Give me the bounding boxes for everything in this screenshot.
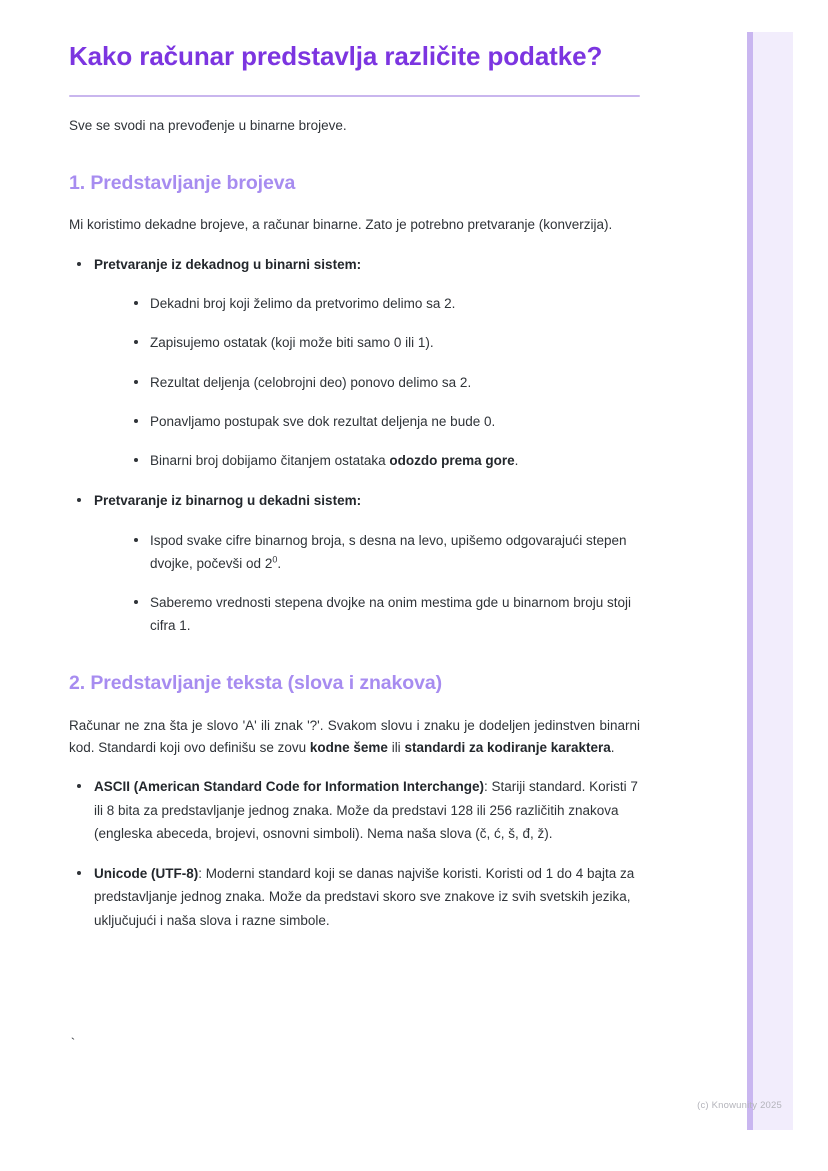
list-item: [127, 371, 640, 394]
section-1-list: [69, 253, 640, 637]
sub-bullet-text: Dekadni broj koji želimo da pretvorimo delimo sa 2.: [150, 296, 456, 312]
list-item: [69, 253, 640, 472]
section-2-paragraph: [69, 715, 640, 759]
sub-bullet-text-after: .: [514, 453, 519, 469]
section-1-sublist-2: [127, 529, 640, 638]
list-item: [69, 489, 640, 637]
footer-copyright: (c) Knowunity 2025: [697, 1100, 782, 1111]
bullet-definition: : Stariji standard. Koristi 7 ili 8 bita za predstavljanje jednog znaka. Može da predstavi 128 ili 256 različitih znakova (engleska abeceda, brojevi, osnovni simboli). Nema naša slova (č, ć, š, đ, ž).: [94, 779, 638, 841]
sub-bullet-text: Ponavljamo postupak sve dok rezultat deljenja ne bude 0.: [150, 413, 496, 429]
list-item: [127, 331, 640, 354]
paragraph-emphasis-1: kodne šeme: [309, 739, 388, 755]
list-item: [127, 529, 640, 575]
list-item: [69, 862, 640, 932]
sub-bullet-text: Zapisujemo ostatak (koji može biti samo 0 ili 1).: [150, 335, 434, 351]
list-item: [127, 292, 640, 315]
bullet-label: Pretvaranje iz binarnog u dekadni sistem:: [94, 493, 362, 509]
sub-bullet-text-before: Ispod svake cifre binarnog broja, s desna na levo, upišemo odgovarajući stepen dvojke, počevši od 2: [150, 532, 627, 571]
bullet-label: Pretvaranje iz dekadnog u binarni sistem:: [94, 256, 362, 272]
superscript-exponent: 0: [272, 554, 278, 565]
page-title: Kako računar predstavlja različite podatke?: [69, 41, 603, 71]
paragraph-part-2: ili: [387, 739, 405, 755]
bullet-definition: : Moderni standard koji se danas najviše koristi. Koristi od 1 do 4 bajta za predstavljanje jednog znaka. Može da predstavi skoro sve znakove iz svih svetskih jezika, uključujući i naša slova i razne simbole.: [94, 866, 635, 928]
right-side-panel: [747, 32, 793, 1130]
list-item: [127, 591, 640, 637]
sub-bullet-text: Rezultat deljenja (celobrojni deo) ponovo delimo sa 2.: [150, 374, 472, 390]
paragraph-part-1: Računar ne zna šta je slovo 'A' ili znak '?'. Svakom slovu i znaku je dodeljen jedinstven binarni kod. Standardi koji ovo definišu se zovu: [69, 717, 640, 755]
sub-bullet-text-after: .: [277, 555, 282, 571]
sub-bullet-text: Saberemo vrednosti stepena dvojke na onim mestima gde u binarnom broju stoji cifra 1.: [150, 594, 632, 634]
bullet-term: Unicode (UTF-8): [94, 866, 199, 882]
list-item: [127, 410, 640, 433]
paragraph-part-3: .: [610, 739, 615, 755]
section-heading-1: 1. Predstavljanje brojeva: [69, 171, 296, 194]
stray-backtick-mark: `: [69, 1036, 77, 1051]
sub-bullet-emphasis: odozdo prema gore: [389, 453, 515, 469]
section-2-list: [69, 775, 640, 931]
section-heading-2: 2. Predstavljanje teksta (slova i znakova): [69, 672, 442, 695]
bullet-term: ASCII (American Standard Code for Information Interchange): [94, 779, 485, 795]
sub-bullet-text-before: Binarni broj dobijamo čitanjem ostataka: [150, 453, 390, 469]
right-side-accent-stripe: [747, 32, 753, 1130]
list-item: [69, 775, 640, 845]
list-item: [127, 449, 640, 472]
section-1-sublist-1: [127, 292, 640, 472]
title-divider: [69, 95, 640, 97]
paragraph-emphasis-2: standardi za kodiranje karaktera: [404, 739, 611, 755]
lead-paragraph: Sve se svodi na prevođenje u binarne brojeve.: [69, 117, 347, 133]
section-1-paragraph: Mi koristimo dekadne brojeve, a računar binarne. Zato je potrebno pretvaranje (konverzija).: [69, 217, 613, 233]
